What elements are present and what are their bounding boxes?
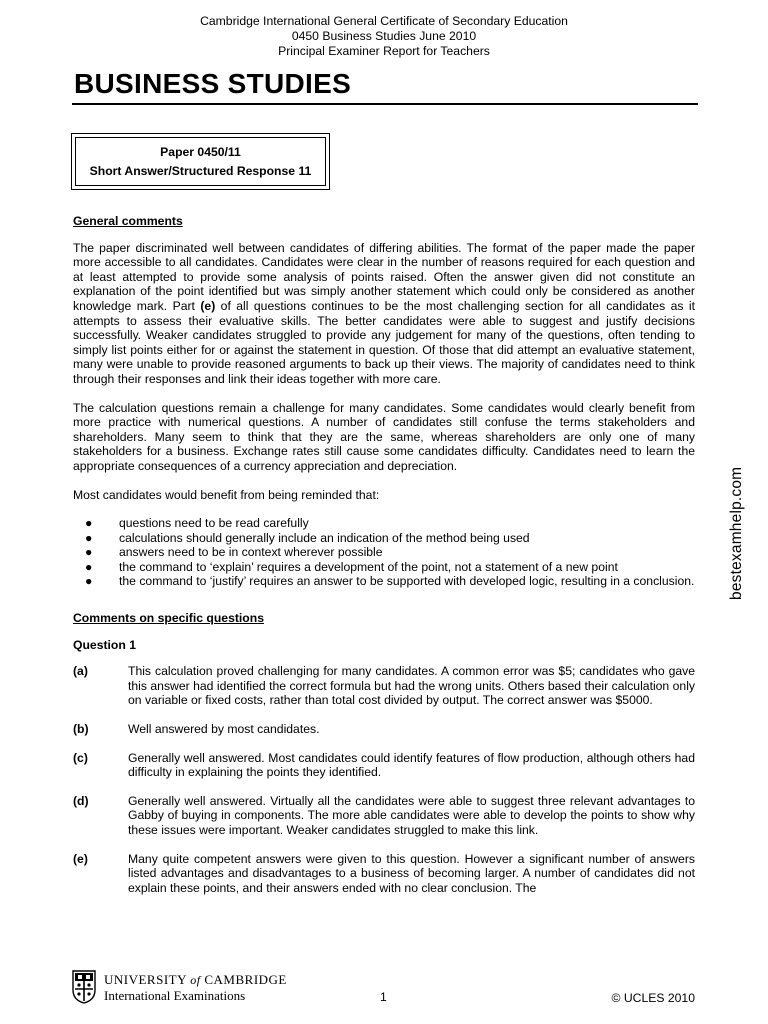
bullet-icon: ● [85,559,93,574]
bullet-icon: ● [85,574,93,589]
watermark-text: bestexamhelp.com [728,466,745,600]
question-part-c [73,751,695,780]
general-paragraph-1: The paper discriminated well between candidates of differing abilities. The format of the paper made the paper more accessible to all candidates. Candidates were clear in the number of reasons required for each question and at least attempted to provide some analysis of points raised. Often the answer given did not constitute an explanation of the point identified but was simply another statement which could only be considered as another knowledge mark. Part (e) of all questions continues to be the most challenging section for all candidates as it attempts to assess their evaluative skills. The better candidates were able to suggest and justify decisions successfully. Weaker candidates struggled to provide any judgement for many of the questions, often tending to simply list points either for or against the statement in question. Of those that did attempt an evaluative statement, many were unable to provide reasoned arguments to back up their views. The majority of candidates need to think through their responses and link their ideas together with more care. [73,240,695,386]
list-item: ● the command to ‘justify’ requires an answer to be supported with developed logic, resulting in a conclusion. [85,574,695,589]
part-text: Generally well answered. Most candidates could identify features of flow production, although others had difficulty in explaining the points they identified. [128,750,695,780]
header-line-3: Principal Examiner Report for Teachers [278,44,490,58]
question-part-b [73,722,695,737]
report-body [73,214,695,909]
header-line-1: Cambridge International General Certificate of Secondary Education [200,14,568,28]
general-comments-heading: General comments [73,214,183,228]
logo-line-2: International Examinations [104,987,246,1003]
part-text: This calculation proved challenging for many candidates. A common error was $5; candidates who gave this answer had identified the correct formula but had the wrong units. Others based their calculation only on variable or fixed costs, rather than total cost divided by output. The correct answer was $5000. [128,664,695,708]
question-heading: Question 1 [73,637,136,652]
specific-comments-heading: Comments on specific questions [73,611,264,626]
paper-info-box [71,133,330,190]
question-part-a [73,664,695,708]
part-text: Generally well answered. Virtually all the candidates were able to suggest three relevant advantages to Gabby of buying in components. The more able candidates were able to develop the points to show why these issues were important. Weaker candidates struggled to make this link. [128,793,695,837]
logo-line-1: UNIVERSITY of CAMBRIDGE [104,971,287,987]
cambridge-logo [72,970,287,1004]
list-item: ● questions need to be read carefully [85,516,309,531]
part-label: (b) [73,722,89,737]
part-label: (d) [73,793,89,808]
crest-icon [72,970,96,1004]
part-label: (c) [73,750,88,765]
question-part-d [73,794,695,838]
bullet-icon: ● [85,545,93,560]
general-paragraph-3: Most candidates would benefit from being reminded that: [73,487,380,502]
part-label: (a) [73,664,88,679]
list-item: ● calculations should generally include an indication of the method being used [85,530,530,545]
part-text: Many quite competent answers were given to this question. However a significant number of answers listed advantages and disadvantages to a business of becoming larger. A number of candidates did not explain these points, and their answers ended with no clear conclusion. The [128,851,695,895]
list-item: ● the command to ‘explain’ requires a development of the point, not a statement of a new point [85,559,618,574]
part-text: Well answered by most candidates. [128,722,320,737]
page-title: BUSINESS STUDIES [74,68,352,99]
question-part-e [73,852,695,896]
document-header [0,14,768,59]
list-item: ● answers need to be in context wherever possible [85,545,383,560]
paper-title: Short Answer/Structured Response 11 [89,164,312,178]
general-paragraph-2: The calculation questions remain a challenge for many candidates. Some candidates would clearly benefit from more practice with numerical questions. A number of candidates still confuse the terms stakeholders and shareholders. Many seem to think that they are the same, whereas shareholders are only one of many stakeholders for a business. Exchange rates still cause some candidates difficulty. Candidates need to learn the appropriate consequences of a currency appreciation and depreciation. [73,400,695,473]
copyright: © UCLES 2010 [611,991,695,1005]
part-label: (e) [73,851,88,866]
advice-list [73,516,695,589]
title-rule [72,103,698,105]
bullet-icon: ● [85,530,93,545]
header-line-2: 0450 Business Studies June 2010 [291,29,477,43]
page-number: 1 [380,990,387,1004]
paper-number: Paper 0450/11 [160,145,241,159]
bullet-icon: ● [85,516,93,531]
watermark [708,466,748,760]
